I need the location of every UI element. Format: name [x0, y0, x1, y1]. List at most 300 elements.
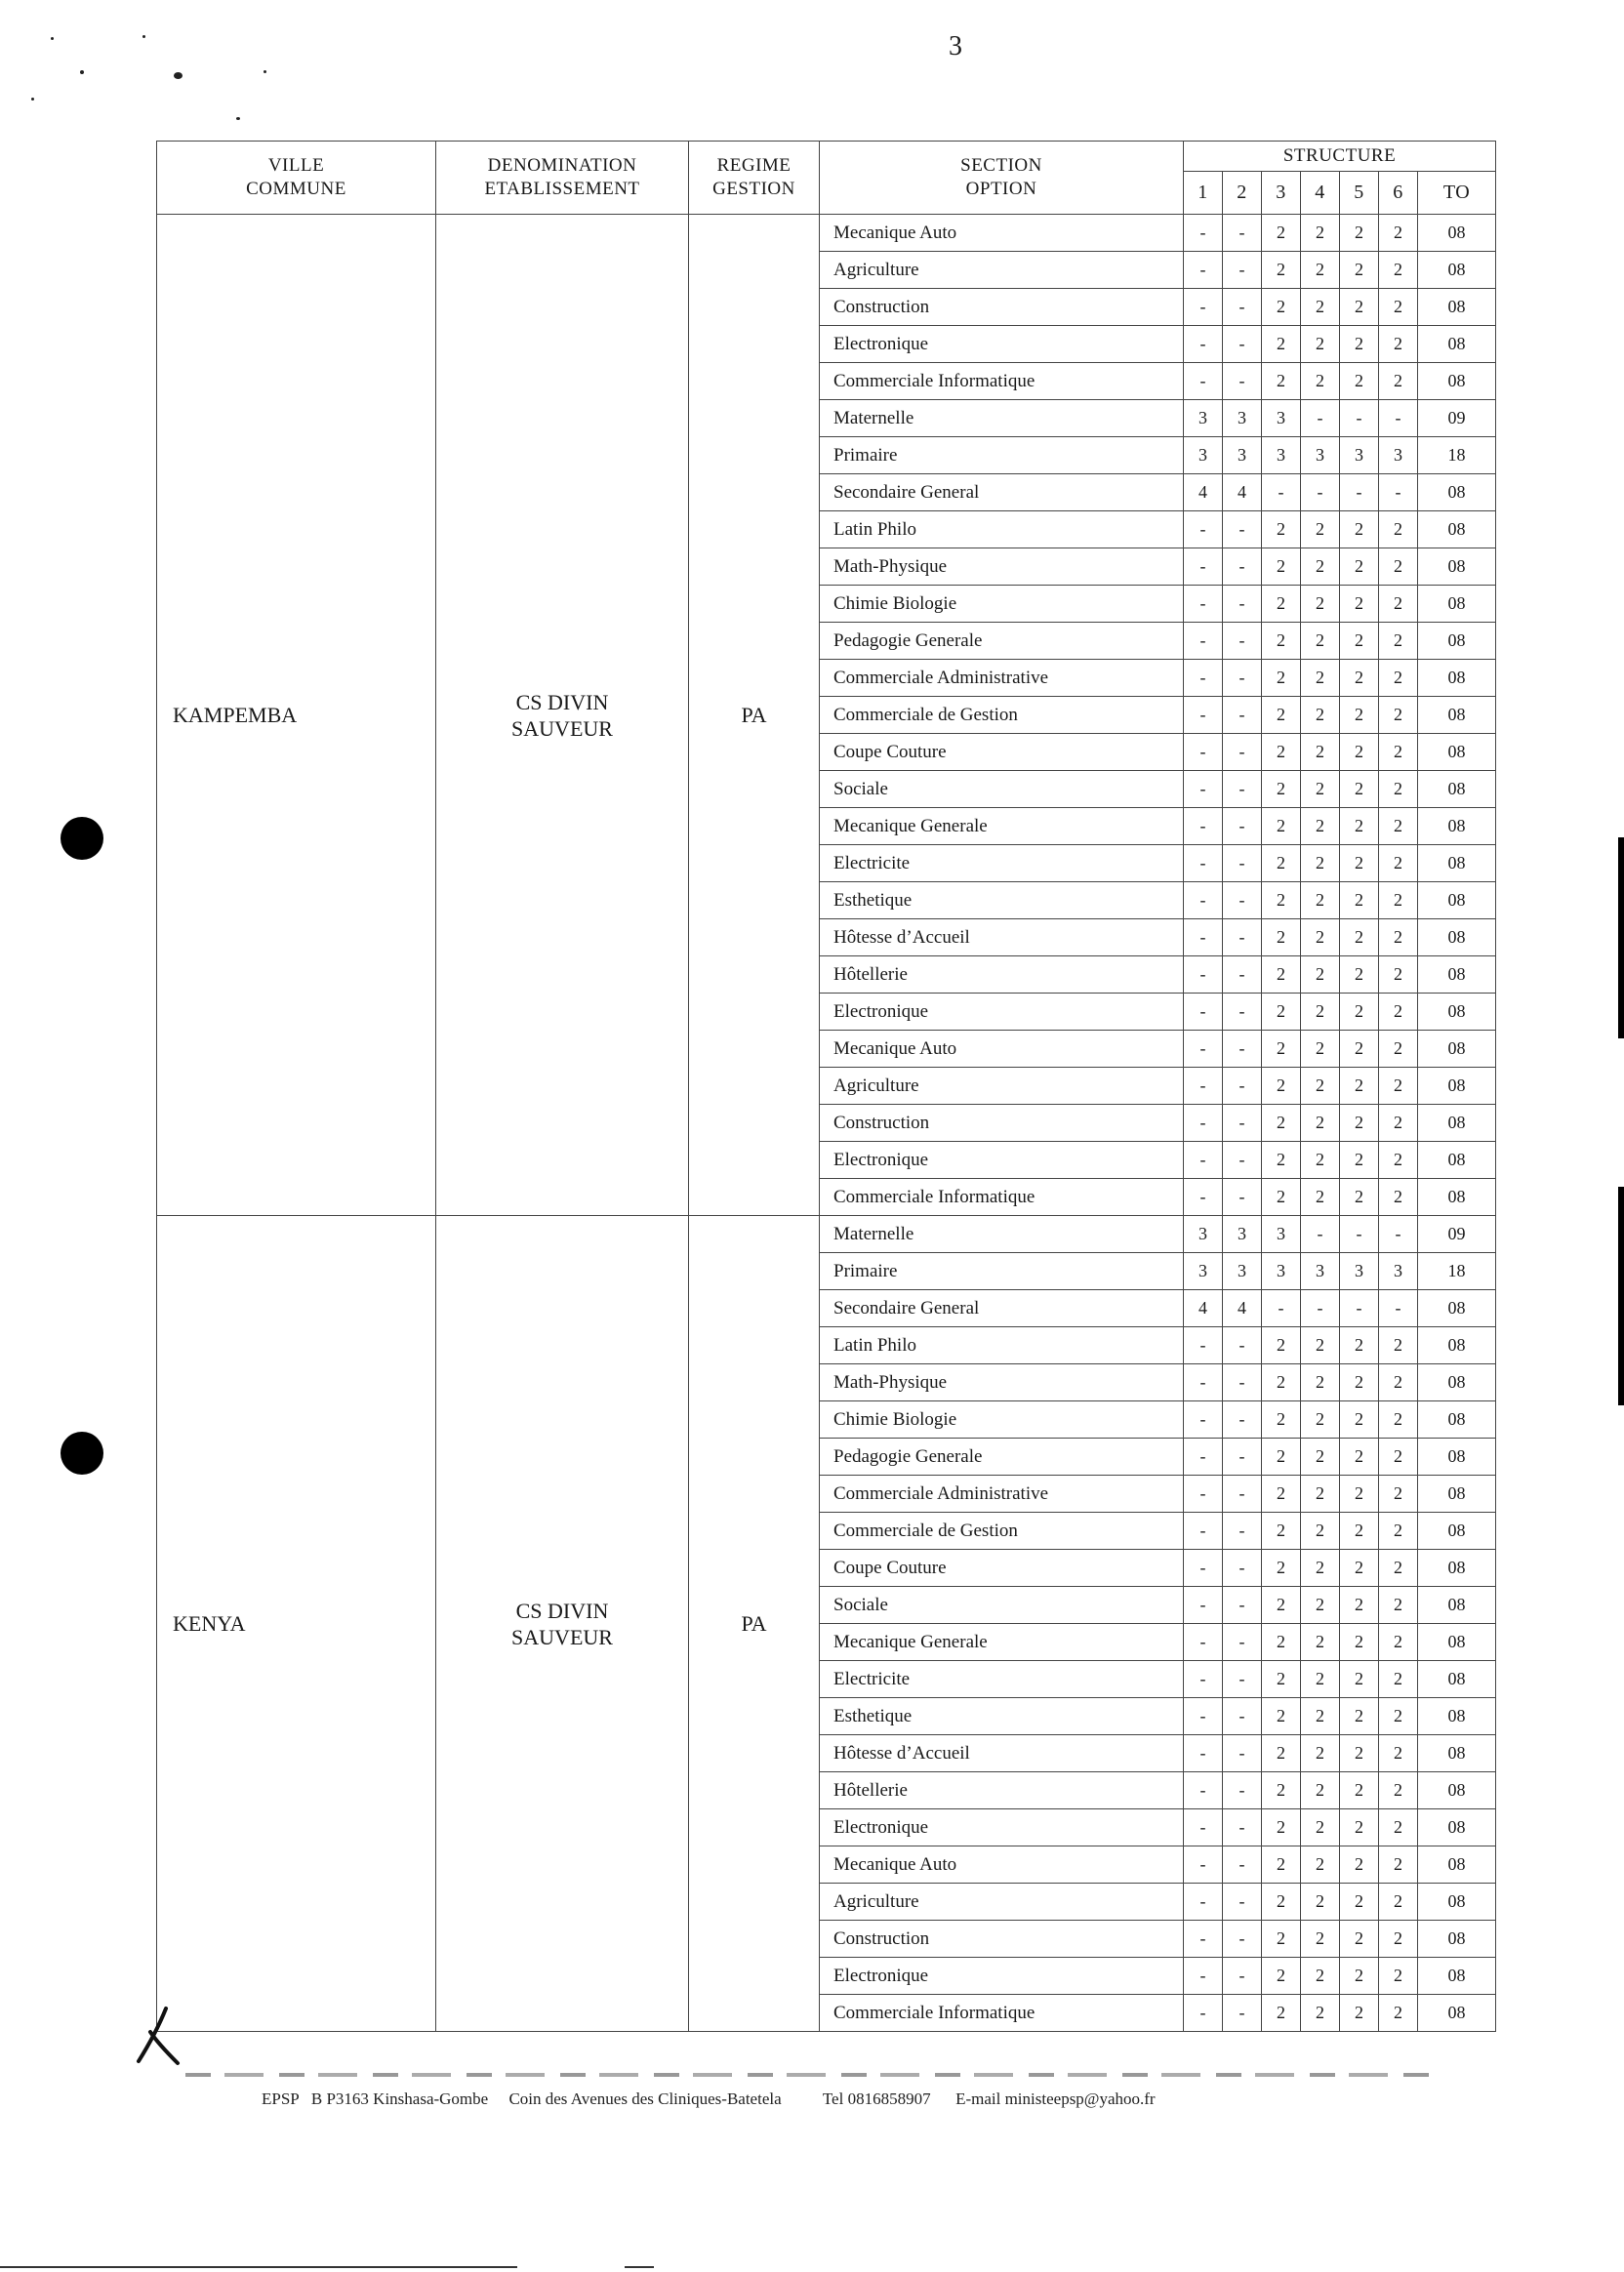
class-1-cell: - — [1184, 1439, 1223, 1476]
class-3-cell: 2 — [1262, 697, 1301, 734]
header-class-6: 6 — [1379, 171, 1418, 214]
total-cell: 08 — [1418, 660, 1496, 697]
class-6-cell: 2 — [1379, 734, 1418, 771]
class-6-cell: 2 — [1379, 1550, 1418, 1587]
class-5-cell: 2 — [1340, 548, 1379, 586]
option-cell: Hôtesse d’Accueil — [820, 919, 1184, 956]
class-5-cell: 2 — [1340, 1550, 1379, 1587]
class-6-cell: 2 — [1379, 1513, 1418, 1550]
class-5-cell: 2 — [1340, 1624, 1379, 1661]
total-cell: 08 — [1418, 1401, 1496, 1439]
class-3-cell: 2 — [1262, 1179, 1301, 1216]
class-2-cell: - — [1223, 919, 1262, 956]
class-4-cell: 2 — [1301, 326, 1340, 363]
class-2-cell: - — [1223, 1884, 1262, 1921]
class-1-cell: 3 — [1184, 1253, 1223, 1290]
class-5-cell: 2 — [1340, 771, 1379, 808]
header-class-2: 2 — [1223, 171, 1262, 214]
ville-cell: KAMPEMBA — [157, 215, 436, 1216]
class-5-cell: 2 — [1340, 1105, 1379, 1142]
class-3-cell: - — [1262, 474, 1301, 511]
class-3-cell: 2 — [1262, 511, 1301, 548]
total-cell: 08 — [1418, 697, 1496, 734]
class-2-cell: - — [1223, 1142, 1262, 1179]
class-5-cell: 2 — [1340, 1327, 1379, 1364]
total-cell: 08 — [1418, 1068, 1496, 1105]
total-cell: 08 — [1418, 1772, 1496, 1809]
class-2-cell: 4 — [1223, 1290, 1262, 1327]
footer-address: B P3163 Kinshasa-Gombe — [310, 2089, 489, 2108]
total-cell: 08 — [1418, 1624, 1496, 1661]
total-cell: 08 — [1418, 771, 1496, 808]
option-cell: Mecanique Auto — [820, 1846, 1184, 1884]
option-cell: Electronique — [820, 1142, 1184, 1179]
class-5-cell: 2 — [1340, 1921, 1379, 1958]
class-3-cell: 2 — [1262, 548, 1301, 586]
class-3-cell: 2 — [1262, 845, 1301, 882]
class-6-cell: 2 — [1379, 289, 1418, 326]
class-4-cell: 2 — [1301, 734, 1340, 771]
footer-email: E-mail ministeepsp@yahoo.fr — [955, 2089, 1156, 2108]
class-4-cell: 2 — [1301, 1550, 1340, 1587]
class-5-cell: 2 — [1340, 1958, 1379, 1995]
class-4-cell: 2 — [1301, 215, 1340, 252]
class-4-cell: 2 — [1301, 919, 1340, 956]
class-4-cell: 2 — [1301, 1735, 1340, 1772]
class-4-cell: - — [1301, 1216, 1340, 1253]
total-cell: 08 — [1418, 252, 1496, 289]
option-cell: Latin Philo — [820, 1327, 1184, 1364]
total-cell: 08 — [1418, 845, 1496, 882]
total-cell: 08 — [1418, 1290, 1496, 1327]
class-3-cell: 2 — [1262, 1735, 1301, 1772]
class-1-cell: - — [1184, 994, 1223, 1031]
class-2-cell: - — [1223, 1772, 1262, 1809]
option-cell: Chimie Biologie — [820, 1401, 1184, 1439]
option-cell: Hôtellerie — [820, 1772, 1184, 1809]
class-2-cell: - — [1223, 1179, 1262, 1216]
option-cell: Construction — [820, 289, 1184, 326]
option-cell: Electricite — [820, 1661, 1184, 1698]
option-cell: Math-Physique — [820, 548, 1184, 586]
class-2-cell: - — [1223, 215, 1262, 252]
option-cell: Mecanique Auto — [820, 1031, 1184, 1068]
class-5-cell: 2 — [1340, 1364, 1379, 1401]
class-3-cell: 2 — [1262, 1587, 1301, 1624]
option-cell: Construction — [820, 1921, 1184, 1958]
class-1-cell: - — [1184, 1587, 1223, 1624]
total-cell: 08 — [1418, 215, 1496, 252]
class-2-cell: - — [1223, 363, 1262, 400]
class-3-cell: 2 — [1262, 1476, 1301, 1513]
class-2-cell: - — [1223, 1995, 1262, 2032]
class-5-cell: 2 — [1340, 1513, 1379, 1550]
option-cell: Electronique — [820, 1809, 1184, 1846]
class-3-cell: 2 — [1262, 1513, 1301, 1550]
class-4-cell: 2 — [1301, 1995, 1340, 2032]
denomination-line: SAUVEUR — [511, 1624, 613, 1649]
class-6-cell: 2 — [1379, 956, 1418, 994]
class-1-cell: - — [1184, 1809, 1223, 1846]
class-4-cell: 2 — [1301, 1698, 1340, 1735]
class-1-cell: - — [1184, 1068, 1223, 1105]
option-cell: Mecanique Auto — [820, 215, 1184, 252]
class-1-cell: - — [1184, 1513, 1223, 1550]
ville-cell: KENYA — [157, 1216, 436, 2032]
table-body — [157, 215, 1496, 2032]
total-cell: 08 — [1418, 1698, 1496, 1735]
class-2-cell: 3 — [1223, 1253, 1262, 1290]
table-row — [157, 1216, 1496, 1253]
scan-edge-bar-upper — [1618, 837, 1624, 1038]
class-5-cell: 2 — [1340, 1735, 1379, 1772]
class-1-cell: - — [1184, 1401, 1223, 1439]
class-1-cell: - — [1184, 1735, 1223, 1772]
class-5-cell: 2 — [1340, 363, 1379, 400]
class-6-cell: 2 — [1379, 994, 1418, 1031]
class-5-cell: 2 — [1340, 1884, 1379, 1921]
class-1-cell: 3 — [1184, 437, 1223, 474]
class-6-cell: 2 — [1379, 1031, 1418, 1068]
scan-edge-bar-lower — [1618, 1187, 1624, 1405]
class-2-cell: - — [1223, 1958, 1262, 1995]
class-2-cell: - — [1223, 845, 1262, 882]
total-cell: 08 — [1418, 734, 1496, 771]
class-4-cell: 2 — [1301, 586, 1340, 623]
class-4-cell: 2 — [1301, 511, 1340, 548]
class-1-cell: - — [1184, 1550, 1223, 1587]
class-3-cell: 2 — [1262, 1105, 1301, 1142]
class-6-cell: 2 — [1379, 660, 1418, 697]
class-1-cell: - — [1184, 586, 1223, 623]
class-4-cell: 2 — [1301, 1587, 1340, 1624]
class-2-cell: - — [1223, 1661, 1262, 1698]
class-4-cell: 2 — [1301, 660, 1340, 697]
option-cell: Agriculture — [820, 1068, 1184, 1105]
option-cell: Math-Physique — [820, 1364, 1184, 1401]
class-1-cell: - — [1184, 326, 1223, 363]
class-5-cell: 2 — [1340, 1401, 1379, 1439]
class-1-cell: - — [1184, 215, 1223, 252]
schools-table — [156, 141, 1496, 2032]
class-4-cell: 2 — [1301, 548, 1340, 586]
class-3-cell: 2 — [1262, 1401, 1301, 1439]
class-6-cell: 2 — [1379, 808, 1418, 845]
class-4-cell: 3 — [1301, 1253, 1340, 1290]
class-6-cell: 2 — [1379, 919, 1418, 956]
denomination-line: CS DIVIN — [515, 1598, 609, 1623]
header-class-1: 1 — [1184, 171, 1223, 214]
class-4-cell: 3 — [1301, 437, 1340, 474]
class-2-cell: - — [1223, 1401, 1262, 1439]
class-5-cell: 2 — [1340, 994, 1379, 1031]
option-cell: Maternelle — [820, 1216, 1184, 1253]
class-3-cell: 2 — [1262, 289, 1301, 326]
option-cell: Coupe Couture — [820, 734, 1184, 771]
class-4-cell: 2 — [1301, 1513, 1340, 1550]
class-6-cell: - — [1379, 1216, 1418, 1253]
class-1-cell: - — [1184, 1476, 1223, 1513]
class-3-cell: 2 — [1262, 1884, 1301, 1921]
bottom-edge-line — [0, 2266, 517, 2268]
header-ville: VILLE COMMUNE — [157, 142, 436, 215]
total-cell: 18 — [1418, 1253, 1496, 1290]
option-cell: Secondaire General — [820, 474, 1184, 511]
footer-rule — [185, 2073, 1435, 2077]
header-denomination: DENOMINATION ETABLISSEMENT — [436, 142, 689, 215]
class-2-cell: - — [1223, 1921, 1262, 1958]
option-cell: Commerciale Administrative — [820, 660, 1184, 697]
total-cell: 08 — [1418, 511, 1496, 548]
class-2-cell: - — [1223, 1476, 1262, 1513]
class-1-cell: - — [1184, 1995, 1223, 2032]
option-cell: Pedagogie Generale — [820, 623, 1184, 660]
class-2-cell: 3 — [1223, 400, 1262, 437]
total-cell: 08 — [1418, 1995, 1496, 2032]
class-6-cell: 2 — [1379, 1884, 1418, 1921]
option-cell: Electronique — [820, 994, 1184, 1031]
total-cell: 08 — [1418, 474, 1496, 511]
class-6-cell: 2 — [1379, 1439, 1418, 1476]
total-cell: 08 — [1418, 363, 1496, 400]
class-6-cell: 2 — [1379, 1698, 1418, 1735]
class-6-cell: 2 — [1379, 1476, 1418, 1513]
header-structure: STRUCTURE — [1184, 142, 1496, 172]
total-cell: 08 — [1418, 1031, 1496, 1068]
class-1-cell: - — [1184, 1624, 1223, 1661]
class-4-cell: 2 — [1301, 289, 1340, 326]
class-1-cell: - — [1184, 1661, 1223, 1698]
class-2-cell: - — [1223, 1439, 1262, 1476]
total-cell: 08 — [1418, 1884, 1496, 1921]
class-6-cell: 2 — [1379, 1921, 1418, 1958]
class-4-cell: 2 — [1301, 771, 1340, 808]
option-cell: Mecanique Generale — [820, 1624, 1184, 1661]
class-3-cell: 2 — [1262, 882, 1301, 919]
class-3-cell: 2 — [1262, 1958, 1301, 1995]
class-5-cell: 2 — [1340, 511, 1379, 548]
class-5-cell: 2 — [1340, 1142, 1379, 1179]
class-2-cell: - — [1223, 1587, 1262, 1624]
class-4-cell: 2 — [1301, 697, 1340, 734]
class-1-cell: - — [1184, 289, 1223, 326]
class-4-cell: 2 — [1301, 1179, 1340, 1216]
class-2-cell: - — [1223, 1068, 1262, 1105]
class-3-cell: 2 — [1262, 363, 1301, 400]
class-5-cell: 2 — [1340, 326, 1379, 363]
total-cell: 08 — [1418, 1809, 1496, 1846]
class-4-cell: 2 — [1301, 1439, 1340, 1476]
class-4-cell: 2 — [1301, 882, 1340, 919]
class-5-cell: 2 — [1340, 919, 1379, 956]
class-6-cell: 2 — [1379, 1068, 1418, 1105]
class-3-cell: 2 — [1262, 1327, 1301, 1364]
class-5-cell: 2 — [1340, 1846, 1379, 1884]
option-cell: Electronique — [820, 1958, 1184, 1995]
class-1-cell: - — [1184, 808, 1223, 845]
header-total: TO — [1418, 171, 1496, 214]
punch-hole-upper — [61, 817, 103, 860]
class-5-cell: 2 — [1340, 660, 1379, 697]
class-1-cell: - — [1184, 1105, 1223, 1142]
class-1-cell: - — [1184, 956, 1223, 994]
class-6-cell: 2 — [1379, 586, 1418, 623]
class-1-cell: 4 — [1184, 474, 1223, 511]
class-5-cell: 2 — [1340, 808, 1379, 845]
class-4-cell: 2 — [1301, 1031, 1340, 1068]
class-5-cell: - — [1340, 1290, 1379, 1327]
option-cell: Mecanique Generale — [820, 808, 1184, 845]
option-cell: Primaire — [820, 1253, 1184, 1290]
total-cell: 08 — [1418, 1179, 1496, 1216]
total-cell: 08 — [1418, 1958, 1496, 1995]
class-6-cell: 3 — [1379, 437, 1418, 474]
class-4-cell: 2 — [1301, 1958, 1340, 1995]
class-2-cell: - — [1223, 956, 1262, 994]
class-2-cell: - — [1223, 697, 1262, 734]
class-6-cell: 2 — [1379, 1958, 1418, 1995]
class-6-cell: 2 — [1379, 1846, 1418, 1884]
option-cell: Pedagogie Generale — [820, 1439, 1184, 1476]
page-number: 3 — [949, 31, 962, 61]
total-cell: 08 — [1418, 1364, 1496, 1401]
class-1-cell: - — [1184, 548, 1223, 586]
class-5-cell: 2 — [1340, 1476, 1379, 1513]
class-6-cell: 2 — [1379, 697, 1418, 734]
header-regime: REGIME GESTION — [689, 142, 820, 215]
class-6-cell: 2 — [1379, 548, 1418, 586]
total-cell: 08 — [1418, 1550, 1496, 1587]
class-2-cell: 4 — [1223, 474, 1262, 511]
class-6-cell: 2 — [1379, 326, 1418, 363]
class-2-cell: - — [1223, 252, 1262, 289]
option-cell: Latin Philo — [820, 511, 1184, 548]
class-6-cell: 2 — [1379, 252, 1418, 289]
class-2-cell: - — [1223, 1550, 1262, 1587]
class-1-cell: - — [1184, 919, 1223, 956]
option-cell: Commerciale Informatique — [820, 1995, 1184, 2032]
class-1-cell: - — [1184, 1031, 1223, 1068]
class-3-cell: 2 — [1262, 1661, 1301, 1698]
class-3-cell: 2 — [1262, 1809, 1301, 1846]
total-cell: 08 — [1418, 1142, 1496, 1179]
handwritten-signature — [133, 1999, 201, 2067]
footer-contact — [262, 2089, 1156, 2109]
class-3-cell: 3 — [1262, 437, 1301, 474]
class-3-cell: 2 — [1262, 1068, 1301, 1105]
header-class-4: 4 — [1301, 171, 1340, 214]
class-6-cell: 2 — [1379, 1364, 1418, 1401]
class-1-cell: 3 — [1184, 400, 1223, 437]
class-3-cell: 2 — [1262, 1846, 1301, 1884]
class-5-cell: 2 — [1340, 882, 1379, 919]
class-6-cell: 2 — [1379, 882, 1418, 919]
class-1-cell: - — [1184, 1142, 1223, 1179]
total-cell: 18 — [1418, 437, 1496, 474]
class-6-cell: - — [1379, 1290, 1418, 1327]
class-3-cell: 2 — [1262, 1439, 1301, 1476]
class-2-cell: 3 — [1223, 1216, 1262, 1253]
class-6-cell: 2 — [1379, 1587, 1418, 1624]
class-1-cell: - — [1184, 1698, 1223, 1735]
class-4-cell: 2 — [1301, 1921, 1340, 1958]
option-cell: Sociale — [820, 771, 1184, 808]
class-5-cell: 2 — [1340, 956, 1379, 994]
option-cell: Hôtellerie — [820, 956, 1184, 994]
class-6-cell: 2 — [1379, 771, 1418, 808]
option-cell: Commerciale de Gestion — [820, 697, 1184, 734]
class-6-cell: 2 — [1379, 215, 1418, 252]
punch-hole-lower — [61, 1432, 103, 1475]
class-6-cell: 2 — [1379, 1809, 1418, 1846]
option-cell: Commerciale Informatique — [820, 1179, 1184, 1216]
class-4-cell: 2 — [1301, 1068, 1340, 1105]
class-5-cell: 2 — [1340, 1995, 1379, 2032]
class-4-cell: 2 — [1301, 1476, 1340, 1513]
class-5-cell: 3 — [1340, 437, 1379, 474]
option-cell: Esthetique — [820, 882, 1184, 919]
class-2-cell: - — [1223, 289, 1262, 326]
class-2-cell: - — [1223, 1327, 1262, 1364]
class-1-cell: 4 — [1184, 1290, 1223, 1327]
class-3-cell: 2 — [1262, 1921, 1301, 1958]
class-1-cell: - — [1184, 1327, 1223, 1364]
class-5-cell: 2 — [1340, 1772, 1379, 1809]
class-1-cell: - — [1184, 882, 1223, 919]
class-5-cell: 2 — [1340, 252, 1379, 289]
total-cell: 08 — [1418, 1587, 1496, 1624]
class-3-cell: 2 — [1262, 994, 1301, 1031]
class-2-cell: - — [1223, 1364, 1262, 1401]
class-4-cell: 2 — [1301, 1364, 1340, 1401]
class-6-cell: 2 — [1379, 1735, 1418, 1772]
option-cell: Maternelle — [820, 400, 1184, 437]
regime-cell: PA — [689, 1216, 820, 2032]
class-3-cell: 2 — [1262, 734, 1301, 771]
class-1-cell: - — [1184, 1921, 1223, 1958]
class-5-cell: 2 — [1340, 734, 1379, 771]
class-4-cell: 2 — [1301, 808, 1340, 845]
class-3-cell: 2 — [1262, 326, 1301, 363]
total-cell: 08 — [1418, 956, 1496, 994]
class-6-cell: 2 — [1379, 1661, 1418, 1698]
class-3-cell: 2 — [1262, 1364, 1301, 1401]
class-2-cell: - — [1223, 511, 1262, 548]
class-3-cell: 2 — [1262, 1995, 1301, 2032]
class-1-cell: - — [1184, 734, 1223, 771]
class-3-cell: 2 — [1262, 919, 1301, 956]
class-2-cell: - — [1223, 1513, 1262, 1550]
class-6-cell: - — [1379, 474, 1418, 511]
class-1-cell: 3 — [1184, 1216, 1223, 1253]
class-1-cell: - — [1184, 845, 1223, 882]
table-row — [157, 215, 1496, 252]
class-6-cell: 2 — [1379, 1995, 1418, 2032]
class-2-cell: - — [1223, 1846, 1262, 1884]
class-4-cell: 2 — [1301, 363, 1340, 400]
class-2-cell: - — [1223, 994, 1262, 1031]
class-2-cell: - — [1223, 586, 1262, 623]
class-6-cell: 2 — [1379, 511, 1418, 548]
option-cell: Primaire — [820, 437, 1184, 474]
total-cell: 08 — [1418, 548, 1496, 586]
class-2-cell: - — [1223, 808, 1262, 845]
class-3-cell: 2 — [1262, 252, 1301, 289]
option-cell: Agriculture — [820, 1884, 1184, 1921]
denomination-line: SAUVEUR — [511, 715, 613, 741]
total-cell: 08 — [1418, 1327, 1496, 1364]
class-2-cell: - — [1223, 1624, 1262, 1661]
